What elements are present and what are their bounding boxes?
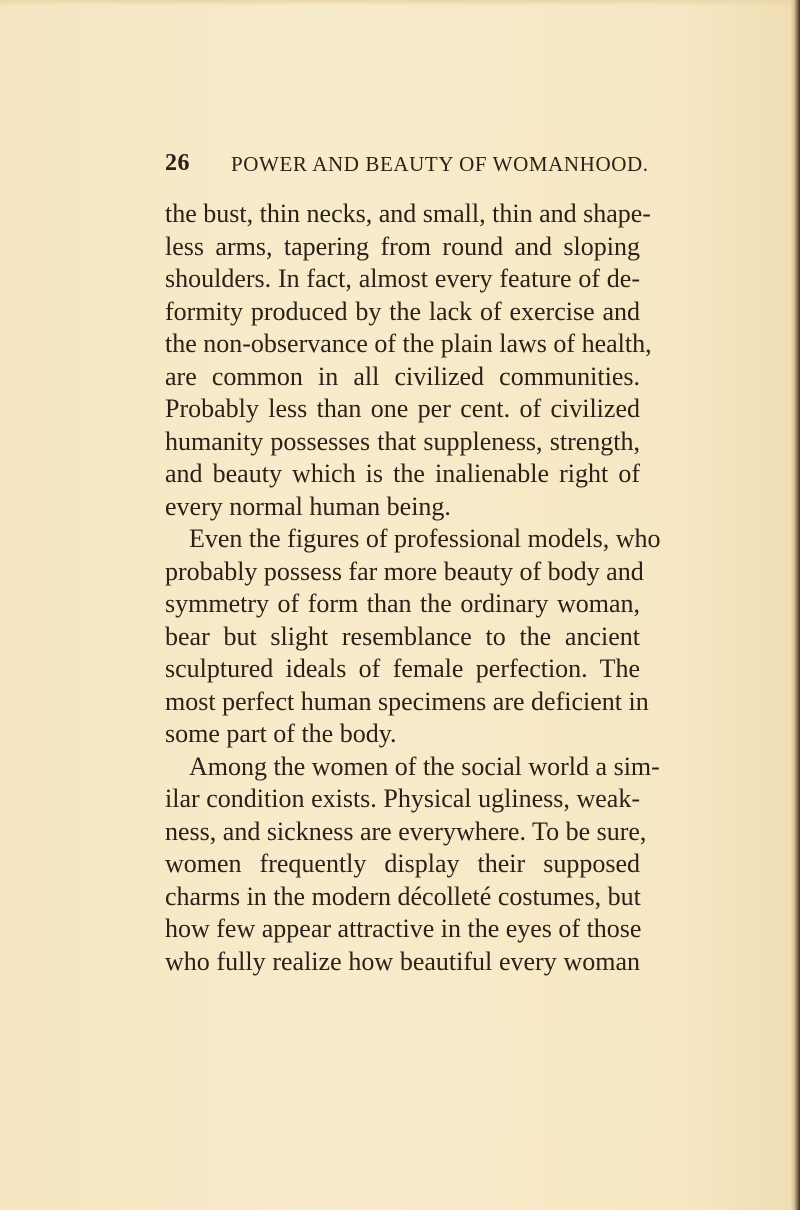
text-line: bear but slight resemblance to the ancient <box>165 621 640 651</box>
body-text <box>165 198 661 978</box>
text-line: sculptured ideals of female perfection. The <box>165 654 640 683</box>
page-right-edge <box>790 0 800 1210</box>
running-title: POWER AND BEAUTY OF WOMANHOOD. <box>231 152 649 176</box>
text-line: charms in the modern décolleté costumes, but <box>165 881 641 911</box>
text-line: most perfect human specimens are deficient in <box>165 686 649 716</box>
running-head <box>165 150 649 180</box>
text-line: who fully realize how beautiful every woman <box>165 946 640 976</box>
page-top-edge <box>0 0 800 6</box>
text-line: Among the women of the social world a sim- <box>189 751 660 781</box>
text-line: shoulders. In fact, almost every feature of de- <box>165 264 640 293</box>
text-line: women frequently display their supposed <box>165 849 640 878</box>
text-line: how few appear attractive in the eyes of those <box>165 914 642 943</box>
text-line: and beauty which is the inalienable right of <box>165 459 640 488</box>
text-line: humanity possesses that suppleness, strength, <box>165 426 640 456</box>
page-number: 26 <box>165 150 190 176</box>
text-line: Even the figures of professional models, who <box>189 524 661 553</box>
text-line: ness, and sickness are everywhere. To be sure, <box>165 816 647 846</box>
text-line: ilar condition exists. Physical ugliness, weak- <box>165 784 640 813</box>
text-line: every normal human being. <box>165 491 451 521</box>
text-line: formity produced by the lack of exercise and <box>165 296 640 326</box>
text-line: symmetry of form than the ordinary woman, <box>165 589 640 618</box>
text-line: Probably less than one per cent. of civilized <box>165 394 640 423</box>
text-line: the bust, thin necks, and small, thin and shape- <box>165 199 651 228</box>
text-line: less arms, tapering from round and sloping <box>165 231 640 261</box>
text-line: are common in all civilized communities. <box>165 361 640 391</box>
text-line: the non-observance of the plain laws of health, <box>165 329 652 358</box>
text-line: probably possess far more beauty of body and <box>165 556 644 586</box>
text-line: some part of the body. <box>165 719 397 748</box>
